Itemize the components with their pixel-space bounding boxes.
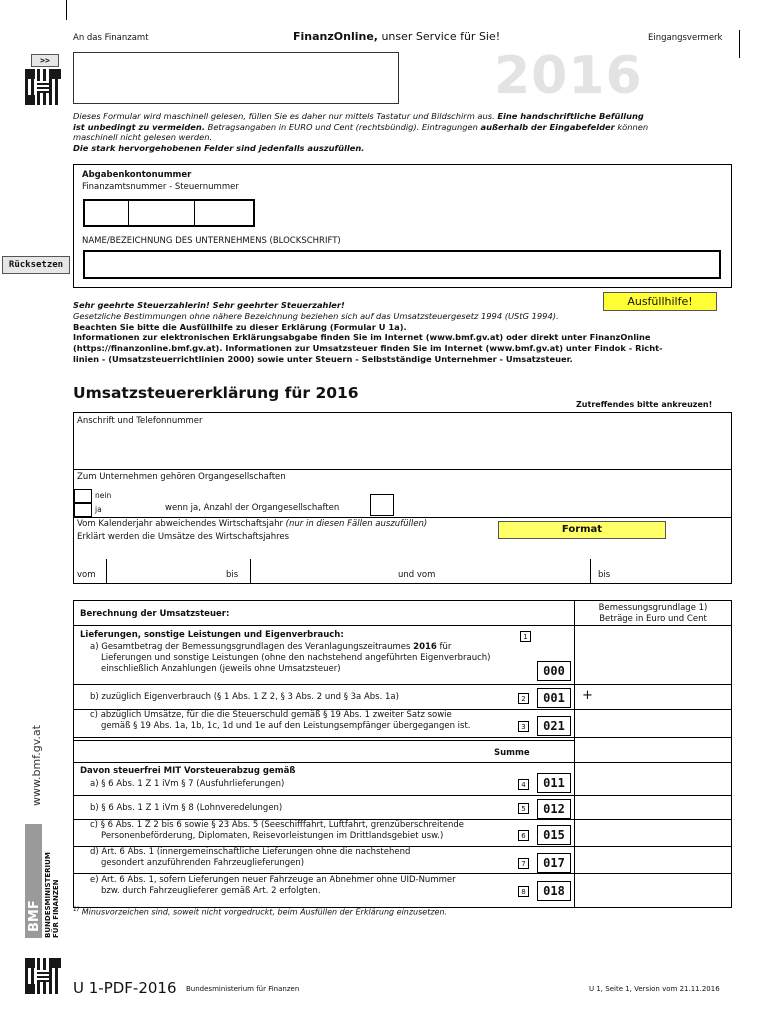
calc-header: Berechnung der Umsatzsteuer: xyxy=(80,609,230,619)
und-vom-label: und vom xyxy=(398,570,436,580)
line-a-text-3: einschließlich Anzahlungen (jeweils ohne Umsatzsteuer) xyxy=(101,664,341,674)
plus-sign: + xyxy=(582,688,593,703)
section-lieferungen: Lieferungen, sonstige Leistungen und Eigenverbrauch: xyxy=(80,630,344,640)
amount-018-input[interactable] xyxy=(575,878,731,900)
format-button[interactable]: Format xyxy=(498,521,666,539)
amount-001-input[interactable] xyxy=(598,686,731,708)
footnote-text: Minusvorzeichen sind, soweit nicht vorgedruckt, beim Ausfüllen der Erklärung einzusetzen. xyxy=(81,907,448,917)
row-divider xyxy=(73,684,732,685)
line-d-c-text xyxy=(90,820,464,842)
line-d-c-text-1: c) § 6 Abs. 1 Z 2 bis 6 sowie § 23 Abs. 5 (Seeschifffahrt, Luftfahrt, grenzüberschreitende xyxy=(90,820,464,830)
footnote-mark: 1) xyxy=(73,906,80,913)
page-info: U 1, Seite 1, Version vom 21.11.2016 xyxy=(589,985,720,993)
info-line-2: Informationen zur elektronischen Erklärungsabgabe finden Sie im Internet (www.bmf.gv.at) oder direkt unter FinanzOnline xyxy=(73,332,651,343)
line-c-text-1: c) abzüglich Umsätze, für die die Steuerschuld gemäß § 19 Abs. 1 zweiter Satz sowie xyxy=(90,710,452,720)
greeting-line: Sehr geehrte Steuerzahlerin! Sehr geehrter Steuerzahler! xyxy=(73,300,345,310)
code-017: 017 xyxy=(537,853,571,873)
code-011: 011 xyxy=(537,773,571,793)
intro-line2-end: können xyxy=(614,121,649,132)
date-to-2-input[interactable] xyxy=(616,559,730,583)
bmf-logo-text: BMF xyxy=(27,900,42,932)
next-page-button[interactable]: >> xyxy=(31,54,59,67)
line-d-b-text: b) § 6 Abs. 1 Z 1 iVm § 8 (Lohnveredelungen) xyxy=(90,803,283,813)
line-d-d-text-1: d) Art. 6 Abs. 1 (innergemeinschaftliche Lieferungen ohne die nachstehend xyxy=(90,847,411,857)
line-d-e-text xyxy=(90,875,456,897)
bmf-logo xyxy=(25,824,42,938)
section-steuerfrei: Davon steuerfrei MIT Vorsteuerabzug gemäß xyxy=(80,766,296,776)
steuernummer-input-1[interactable] xyxy=(128,201,195,225)
nein-label: nein xyxy=(95,491,112,500)
line-number-8: 8 xyxy=(518,886,529,897)
website-label: www.bmf.gv.at xyxy=(30,725,43,806)
line-b-text: b) zuzüglich Eigenverbrauch (§ 1 Abs. 1 Z 2, § 3 Abs. 2 und § 3a Abs. 1a) xyxy=(90,692,399,702)
finanzonline-brand: FinanzOnline, xyxy=(293,30,378,43)
intro-line4: Die stark hervorgehobenen Felder sind jedenfalls auszufüllen. xyxy=(73,142,365,153)
name-label: NAME/BEZEICHNUNG DES UNTERNEHMENS (BLOCKSCHRIFT) xyxy=(82,236,341,246)
steuernummer-input-2[interactable] xyxy=(194,201,253,225)
row-divider xyxy=(73,737,732,738)
line-d-d-text-2: gesondert anzuführenden Fahrzeuglieferungen) xyxy=(101,858,305,868)
code-000: 000 xyxy=(537,661,571,681)
line-number-4: 4 xyxy=(518,779,529,790)
qr-code-bottom xyxy=(25,958,61,994)
form-title: Umsatzsteuererklärung für 2016 xyxy=(73,384,359,402)
anzahl-organgesellschaften-input[interactable] xyxy=(370,494,394,516)
wirtschaftsjahr-text: Vom Kalenderjahr abweichendes Wirtschaftsjahr xyxy=(77,519,286,529)
footer-ministry: Bundesministerium für Finanzen xyxy=(186,985,300,993)
reset-button[interactable]: Rücksetzen xyxy=(2,256,70,274)
qr-code-top xyxy=(25,69,61,105)
organ-label: Zum Unternehmen gehören Organgesellschaften xyxy=(77,472,286,482)
line-number-1: 1 xyxy=(520,631,531,642)
steuernummer-field-group xyxy=(83,199,255,227)
line-number-6: 6 xyxy=(518,830,529,841)
intro-line3: maschinell nicht gelesen werden. xyxy=(73,132,213,142)
help-button[interactable]: Ausfüllhilfe! xyxy=(603,292,717,311)
ministry-line-1: BUNDESMINISTERIUM xyxy=(44,852,52,938)
an-das-finanzamt-label: An das Finanzamt xyxy=(73,33,149,43)
vom-label: vom xyxy=(77,570,96,580)
row-divider xyxy=(73,762,732,763)
ja-label: ja xyxy=(95,505,102,514)
line-number-7: 7 xyxy=(518,858,529,869)
line-a-text-2: Lieferungen und sonstige Leistungen (ohne den nachstehend angeführten Eigenverbrauch) xyxy=(101,653,491,663)
finanzamtsnummer-input[interactable] xyxy=(85,201,129,225)
row-divider xyxy=(73,873,732,874)
finanzonline-slogan-rest: unser Service für Sie! xyxy=(377,30,501,43)
code-015: 015 xyxy=(537,825,571,845)
divider xyxy=(590,559,592,583)
line-number-5: 5 xyxy=(518,803,529,814)
intro-line2-bold2: außerhalb der Eingabefelder xyxy=(480,121,615,132)
wirtschaftsjahr-label xyxy=(77,519,427,529)
row-divider xyxy=(73,795,732,796)
erklaert-label: Erklärt werden die Umsätze des Wirtschaftsjahres xyxy=(77,532,290,542)
anzahl-label: wenn ja, Anzahl der Organgesellschaften xyxy=(165,503,340,513)
footnote xyxy=(73,906,447,917)
code-021: 021 xyxy=(537,716,571,736)
wirtschaftsjahr-note: (nur in diesen Fällen auszufüllen) xyxy=(285,519,428,529)
form-code: U 1-PDF-2016 xyxy=(73,979,177,997)
row-divider-double xyxy=(73,740,575,741)
info-line-1: Beachten Sie bitte die Ausfüllhilfe zu dieser Erklärung (Formular U 1a). xyxy=(73,321,407,332)
line-d-e-text-1: e) Art. 6 Abs. 1, sofern Lieferungen neuer Fahrzeuge an Abnehmer ohne UID-Nummer xyxy=(90,875,456,885)
intro-line1-bold: Eine handschriftliche Befüllung xyxy=(497,111,644,121)
legal-note: Gesetzliche Bestimmungen ohne nähere Bezeichnung beziehen sich auf das Umsatzsteuergesetz 1994 (UStG 1994). xyxy=(73,310,559,321)
intro-text xyxy=(73,111,743,153)
finanzamt-address-field[interactable] xyxy=(73,52,399,104)
info-line-4: linien - (Umsatzsteuerrichtlinien 2000) sowie unter Steuern - Selbstständige Unternehmer - Umsatzsteuer. xyxy=(73,353,573,364)
code-018: 018 xyxy=(537,881,571,901)
company-name-input[interactable] xyxy=(83,250,721,279)
anschrift-input[interactable] xyxy=(74,426,731,468)
eingangsvermerk-label: Eingangsvermerk xyxy=(648,33,723,43)
finanzonline-slogan xyxy=(293,30,500,43)
line-a-text xyxy=(90,642,490,675)
line-a-text-1: a) Gesamtbetrag der Bemessungsgrundlagen des Veranlagungszeitraumes xyxy=(90,642,414,652)
summe-label: Summe xyxy=(494,748,530,758)
zutreffendes-note: Zutreffendes bitte ankreuzen! xyxy=(576,400,713,409)
date-to-1-input[interactable] xyxy=(250,559,391,583)
line-c-text xyxy=(90,710,470,732)
column-header-1: Bemessungsgrundlage 1) xyxy=(598,603,708,613)
ministry-line-2: FÜR FINANZEN xyxy=(52,879,60,938)
line-a-text-1b: für xyxy=(436,642,452,652)
nein-checkbox[interactable] xyxy=(74,489,92,503)
steuernummer-label: Finanzamtsnummer - Steuernummer xyxy=(82,182,239,192)
line-d-d-text xyxy=(90,847,410,869)
divider xyxy=(73,469,732,470)
column-header-2: Beträge in Euro und Cent xyxy=(599,614,707,624)
line-number-3: 3 xyxy=(518,721,529,732)
line-d-e-text-2: bzw. durch Fahrzeuglieferer gemäß Art. 2 erfolgten. xyxy=(101,886,321,896)
line-c-text-2: gemäß § 19 Abs. 1a, 1b, 1c, 1d und 1e auf den Leistungsempfänger übergegangen ist. xyxy=(101,721,471,731)
line-number-2: 2 xyxy=(518,693,529,704)
line-d-a-text: a) § 6 Abs. 1 Z 1 iVm § 7 (Ausfuhrlieferungen) xyxy=(90,779,285,789)
line-a-year: 2016 xyxy=(413,642,437,652)
amount-015-input[interactable] xyxy=(575,822,731,844)
line-d-c-text-2: Personenbeförderung, Diplomaten, Reisevorleistungen im Drittlandsgebiet usw.) xyxy=(101,831,444,841)
bis2-label: bis xyxy=(598,570,611,580)
intro-line1: Dieses Formular wird maschinell gelesen, füllen Sie es daher nur mittels Tastatur und Bildschirm aus. xyxy=(73,111,498,121)
amount-012-input[interactable] xyxy=(575,797,731,819)
ja-checkbox[interactable] xyxy=(74,503,92,517)
amount-017-input[interactable] xyxy=(575,850,731,872)
top-divider xyxy=(66,0,68,20)
info-line-3: (https://finanzonline.bmf.gv.at). Informationen zur Umsatzsteuer finden Sie im Internet (www.bmf.gv.at) unter Findok - Richt- xyxy=(73,343,663,354)
amount-011-input[interactable] xyxy=(575,771,731,793)
code-001: 001 xyxy=(537,688,571,708)
code-012: 012 xyxy=(537,799,571,819)
eingangsvermerk-border xyxy=(739,30,740,58)
intro-line2: Betragsangaben in EURO und Cent (rechtsbündig). Eintragungen xyxy=(205,121,481,132)
bis-label: bis xyxy=(226,570,239,580)
summe-output xyxy=(575,742,731,762)
ministry-name xyxy=(44,852,60,938)
date-from-2-input[interactable] xyxy=(450,559,590,583)
date-from-1-input[interactable] xyxy=(106,559,219,583)
abgabenkontonummer-label: Abgabenkontonummer xyxy=(82,170,192,180)
amount-000-input[interactable] xyxy=(575,659,731,681)
intro-line2-bold: ist unbedingt zu vermeiden. xyxy=(73,121,205,132)
year-watermark: 2016 xyxy=(494,46,643,106)
header-divider xyxy=(73,625,732,626)
amount-021-input[interactable] xyxy=(575,713,731,735)
divider xyxy=(73,517,732,518)
column-header xyxy=(575,603,731,625)
anschrift-label: Anschrift und Telefonnummer xyxy=(77,416,203,426)
